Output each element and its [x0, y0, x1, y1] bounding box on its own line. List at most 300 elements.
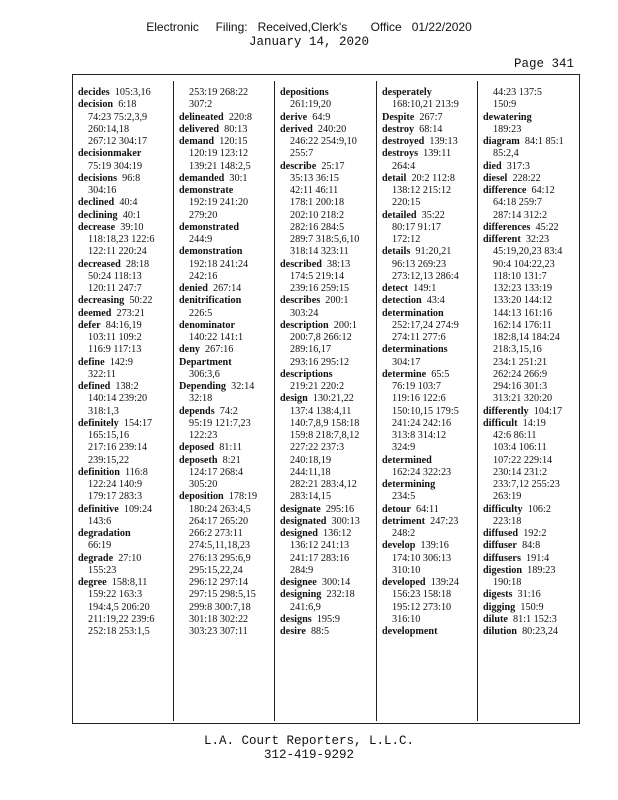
index-entry [78, 418, 172, 430]
page-line-references: 139:11 [423, 148, 452, 160]
index-term: descriptions [280, 368, 333, 380]
index-entry-continuation [78, 442, 172, 454]
page-line-references: 244:11,18 [290, 466, 331, 478]
index-entry [382, 504, 476, 516]
index-entry-continuation [78, 271, 172, 283]
page-line-references: 65:5 [431, 368, 450, 380]
column-divider [477, 81, 478, 721]
page-line-references: 227:22 237:3 [290, 442, 345, 454]
index-term: designee [280, 577, 317, 588]
page-line-references: 133:20 144:12 [493, 295, 553, 307]
page-line-references: 120:15 [219, 136, 248, 147]
index-entry-continuation [483, 381, 577, 393]
page-line-references: 144:13 161:16 [493, 307, 553, 319]
page-line-references: 150:10,15 179:5 [392, 405, 459, 417]
page-line-references: 50:24 118:13 [88, 270, 142, 282]
page-line-references: 322:11 [88, 368, 116, 380]
page-line-references: 260:14,18 [88, 123, 130, 135]
index-term: derived [280, 123, 313, 135]
page-line-references: 139:13 [429, 136, 458, 147]
page-line-references: 31:16 [517, 589, 541, 601]
page-line-references: 109:24 [123, 503, 153, 515]
page-line-references: 267:16 [205, 344, 234, 356]
page-line-references: 27:10 [118, 552, 142, 564]
page-line-references: 142:9 [109, 356, 133, 368]
index-entry-continuation [280, 234, 374, 246]
index-entry-continuation [483, 442, 577, 454]
index-entry [483, 626, 577, 638]
page-line-references: 38:13 [326, 258, 351, 270]
index-entry-continuation [179, 369, 273, 381]
page-number: Page 341 [513, 57, 574, 71]
page-line-references: 218:3,15,16 [493, 344, 542, 356]
page-line-references: 304:16 [88, 185, 117, 196]
page-line-references: 130:21,22 [312, 393, 354, 405]
page-line-references: 45:22 [535, 221, 559, 233]
index-term: differences [483, 221, 531, 233]
index-entry [483, 602, 577, 614]
index-entry [483, 173, 577, 185]
index-entry-continuation [382, 589, 476, 601]
page-line-references: 189:23 [493, 123, 522, 135]
index-entry-continuation [78, 124, 172, 136]
page-line-references: 223:18 [493, 515, 522, 527]
index-term: determination [382, 307, 444, 319]
page-line-references: 104:17 [533, 405, 563, 417]
index-entry-continuation [382, 418, 476, 430]
index-entry [483, 112, 577, 124]
index-entry [382, 283, 476, 295]
index-entry-continuation [280, 283, 374, 295]
page-line-references: 253:19 268:22 [189, 87, 249, 98]
page-line-references: 241:24 242:16 [392, 417, 452, 429]
page-line-references: 194:4,5 206:20 [88, 601, 150, 613]
page-line-references: 103:11 109:2 [88, 332, 142, 343]
page-line-references: 282:16 284:5 [290, 221, 345, 233]
column-divider [173, 81, 174, 721]
index-entry [483, 222, 577, 234]
page-line-references: 64:18 259:7 [493, 197, 542, 209]
page-line-references: 116:8 [124, 466, 148, 478]
page-line-references: 6:18 [118, 99, 137, 111]
index-term: determinations [382, 344, 448, 356]
page-line-references: 307:2 [189, 99, 213, 111]
index-entry [78, 467, 172, 479]
index-entry [382, 626, 476, 638]
index-entry [382, 308, 476, 320]
page-line-references: 88:5 [310, 626, 330, 637]
index-term: detour [382, 503, 411, 515]
index-entry [179, 442, 273, 454]
page-line-references: 230:14 231:2 [493, 466, 548, 478]
index-entry-continuation [78, 491, 172, 503]
page-line-references: 64:11 [415, 503, 439, 515]
page-line-references: 274:5,11,18,23 [189, 540, 251, 552]
page-line-references: 95:19 121:7,23 [189, 417, 251, 429]
index-entry-continuation [78, 565, 172, 577]
index-term: deposed [179, 442, 215, 454]
index-entry-continuation [483, 259, 577, 271]
index-entry-continuation [280, 222, 374, 234]
index-entry-continuation [78, 516, 172, 528]
index-entry [179, 124, 273, 136]
index-entry [179, 283, 273, 295]
index-term: developed [382, 577, 426, 588]
page-line-references: 122:11 220:24 [88, 246, 147, 258]
index-term: decisions [78, 172, 118, 184]
page-line-references: 81:1 152:3 [513, 613, 557, 625]
index-entry-continuation [179, 259, 273, 271]
index-entry [78, 99, 172, 111]
page-line-references: 313:21 320:20 [493, 393, 553, 405]
index-term: dilute [483, 613, 508, 625]
index-term: demonstration [179, 246, 243, 258]
index-term: difficulty [483, 503, 523, 515]
index-entry-continuation [382, 553, 476, 565]
page-line-references: 266:2 273:11 [189, 528, 243, 539]
index-entry-continuation [280, 271, 374, 283]
index-entry-continuation [179, 210, 273, 222]
index-column-5 [483, 87, 577, 721]
page-line-references: 232:18 [326, 589, 355, 601]
index-entry-continuation [483, 197, 577, 209]
page-line-references: 90:4 104:22,23 [493, 258, 555, 270]
index-term: details [382, 246, 411, 258]
index-term: denitrification [179, 295, 242, 307]
index-term: deposeth [179, 454, 218, 466]
page-line-references: 279:20 [189, 209, 218, 221]
page-line-references: 293:16 295:12 [290, 356, 350, 368]
page-line-references: 244:9 [189, 234, 213, 245]
index-entry-continuation [179, 553, 273, 565]
index-entry-continuation [483, 124, 577, 136]
index-entry-continuation [78, 246, 172, 258]
page-line-references: 32:23 [525, 234, 550, 245]
index-term: difficult [483, 417, 518, 429]
index-term: degradation [78, 528, 131, 539]
page-line-references: 192:19 241:20 [189, 197, 249, 209]
page-line-references: 234:1 251:21 [493, 356, 548, 368]
index-term: degree [78, 577, 107, 588]
index-entry-continuation [280, 479, 374, 491]
index-term: designs [280, 613, 312, 625]
index-entry-continuation [483, 344, 577, 356]
index-entry-continuation [78, 234, 172, 246]
page-line-references: 200:7,8 266:12 [290, 332, 352, 343]
index-entry-continuation [483, 246, 577, 258]
index-term: deemed [78, 307, 112, 319]
page-line-references: 276:13 295:6,9 [189, 552, 251, 564]
page-line-references: 28:18 [125, 258, 150, 270]
index-entry [280, 320, 374, 332]
page-line-references: 158:8,11 [111, 577, 148, 588]
index-entry-continuation [179, 430, 273, 442]
page-line-references: 107:22 229:14 [493, 454, 553, 466]
index-entry-continuation [280, 185, 374, 197]
index-term: determined [382, 454, 432, 466]
page-line-references: 139:21 148:2,5 [189, 160, 251, 172]
page-line-references: 150:9 [520, 601, 544, 613]
index-term: Depending [179, 381, 226, 392]
index-entry [382, 344, 476, 356]
index-entry-continuation [179, 602, 273, 614]
index-entry-continuation [280, 148, 374, 160]
index-entry-continuation [179, 577, 273, 589]
page-line-references: 192:18 241:24 [189, 258, 249, 270]
page-line-references: 252:17,24 274:9 [392, 319, 459, 331]
index-entry-continuation [280, 418, 374, 430]
page-line-references: 132:23 133:19 [493, 283, 553, 294]
index-entry [179, 357, 273, 369]
index-entry [179, 320, 273, 332]
page-line-references: 282:21 283:4,12 [290, 479, 357, 490]
page-line-references: 103:4 106:11 [493, 442, 547, 454]
index-entry-continuation [280, 467, 374, 479]
page-line-references: 228:22 [512, 172, 541, 184]
page-line-references: 25:17 [321, 160, 345, 172]
index-entry-continuation [280, 442, 374, 454]
index-term: died [483, 160, 502, 172]
page-line-references: 139:16 [420, 540, 449, 552]
page-line-references: 264:17 265:20 [189, 515, 249, 527]
index-entry-continuation [78, 136, 172, 148]
index-entry [78, 148, 172, 160]
index-entry-continuation [483, 271, 577, 283]
page-line-references: 294:16 301:3 [493, 381, 548, 392]
index-entry [382, 173, 476, 185]
page-line-references: 172:12 [392, 234, 421, 245]
index-entry-continuation [483, 283, 577, 295]
index-entry [179, 455, 273, 467]
index-entry [280, 295, 374, 307]
page-line-references: 242:16 [189, 270, 218, 282]
index-entry-continuation [382, 491, 476, 503]
page-line-references: 200:1 [333, 319, 357, 331]
page-line-references: 43:4 [426, 295, 445, 307]
index-term: decrease [78, 221, 116, 233]
page-line-references: 316:10 [392, 613, 421, 625]
index-entry-continuation [78, 283, 172, 295]
page-line-references: 318:14 323:11 [290, 246, 349, 258]
index-entry [179, 491, 273, 503]
page-line-references: 45:19,20,23 83:4 [493, 246, 563, 258]
page-line-references: 74:23 75:2,3,9 [88, 111, 148, 123]
index-entry [78, 381, 172, 393]
index-entry-continuation [78, 161, 172, 173]
index-entry-continuation [483, 332, 577, 344]
index-entry-continuation [179, 99, 273, 111]
index-entry [483, 589, 577, 601]
index-term: dewatering [483, 111, 532, 123]
index-entry-continuation [483, 393, 577, 405]
index-entry [382, 112, 476, 124]
page-line-references: 84:8 [522, 540, 541, 552]
index-entry-continuation [280, 381, 374, 393]
index-entry-continuation [78, 406, 172, 418]
page-line-references: 200:1 [325, 295, 349, 307]
index-entry [78, 259, 172, 271]
page-line-references: 219:21 220:2 [290, 381, 345, 392]
index-entry [483, 565, 577, 577]
index-entry [483, 504, 577, 516]
index-entry [280, 577, 374, 589]
page-line-references: 283:14,15 [290, 491, 332, 503]
page-line-references: 178:1 200:18 [290, 197, 345, 209]
index-entry-continuation [382, 381, 476, 393]
index-term: decreased [78, 258, 121, 270]
page-line-references: 296:12 297:14 [189, 577, 249, 588]
index-entry-continuation [78, 369, 172, 381]
index-entry [179, 222, 273, 234]
index-entry [179, 173, 273, 185]
index-entry-continuation [483, 99, 577, 111]
page-line-references: 84:1 85:1 [524, 136, 564, 147]
page-line-references: 81:11 [219, 442, 243, 454]
page-line-references: 44:23 137:5 [493, 87, 542, 98]
page-line-references: 300:14 [321, 577, 351, 588]
index-term: definition [78, 466, 120, 478]
page-line-references: 220:8 [228, 111, 253, 123]
index-entry-continuation [179, 589, 273, 601]
index-entry [382, 124, 476, 136]
index-entry [483, 136, 577, 148]
page-line-references: 42:6 86:11 [493, 430, 537, 441]
page-line-references: 162:14 176:11 [493, 319, 552, 331]
index-entry-continuation [483, 369, 577, 381]
index-term: digging [483, 601, 516, 613]
index-entry-continuation [382, 197, 476, 209]
index-column-4 [382, 87, 476, 721]
page-line-references: 295:15,22,24 [189, 564, 243, 576]
index-entry [179, 246, 273, 258]
index-term: determine [382, 368, 427, 380]
index-term: diesel [483, 172, 508, 184]
page-line-references: 303:24 [290, 307, 319, 319]
page-line-references: 136:12 [323, 528, 352, 539]
page-line-references: 106:2 [527, 503, 551, 515]
index-term: destroy [382, 123, 415, 135]
page-line-references: 32:18 [189, 393, 213, 405]
index-entry-continuation [179, 467, 273, 479]
word-index-table [72, 74, 580, 724]
page-line-references: 74:2 [219, 405, 238, 417]
index-term: depends [179, 405, 215, 417]
index-term: detail [382, 172, 407, 184]
index-entry-continuation [179, 540, 273, 552]
index-entry-continuation [382, 222, 476, 234]
page-line-references: 261:19,20 [290, 99, 332, 111]
index-term: diffused [483, 528, 519, 539]
index-entry [179, 295, 273, 307]
page-line-references: 182:8,14 184:24 [493, 332, 560, 343]
index-term: demonstrated [179, 221, 239, 233]
index-term: depositions [280, 87, 329, 98]
index-entry [382, 369, 476, 381]
page-line-references: 262:24 266:9 [493, 368, 548, 380]
index-entry-continuation [280, 210, 374, 222]
index-entry-continuation [280, 197, 374, 209]
index-entry [78, 553, 172, 565]
page-line-references: 120:11 247:7 [88, 283, 142, 294]
page-line-references: 39:10 [120, 221, 144, 233]
index-term: demonstrate [179, 185, 234, 196]
index-entry-continuation [179, 308, 273, 320]
index-term: determining [382, 479, 436, 490]
page-line-references: 239:15,22 [88, 454, 130, 466]
index-entry [179, 112, 273, 124]
index-entry-continuation [179, 148, 273, 160]
index-entry-continuation [280, 540, 374, 552]
page-line-references: 226:5 [189, 307, 213, 319]
page-line-references: 240:20 [317, 123, 347, 135]
index-entry-continuation [78, 455, 172, 467]
index-entry [382, 540, 476, 552]
page-line-references: 240:18,19 [290, 454, 332, 466]
page-line-references: 159:8 218:7,8,12 [290, 430, 360, 441]
index-entry-continuation [382, 185, 476, 197]
index-entry [280, 124, 374, 136]
page-line-references: 40:1 [122, 209, 141, 221]
index-entry-continuation [280, 455, 374, 467]
index-entry-continuation [280, 553, 374, 565]
page-line-references: 192:2 [523, 528, 547, 539]
page-line-references: 136:12 241:13 [290, 540, 350, 552]
index-term: defer [78, 319, 101, 331]
index-entry [280, 369, 374, 381]
page-line-references: 233:7,12 255:23 [493, 479, 560, 490]
page-line-references: 217:16 239:14 [88, 442, 148, 454]
index-entry [78, 87, 172, 99]
index-entry [280, 161, 374, 173]
index-entry [483, 406, 577, 418]
index-entry-continuation [179, 332, 273, 344]
index-term: dilution [483, 626, 517, 637]
index-term: detriment [382, 515, 425, 527]
page-line-references: 304:17 [392, 356, 421, 368]
page-line-references: 140:22 141:1 [189, 332, 244, 343]
page-line-references: 35:13 36:15 [290, 172, 339, 184]
index-term: Despite [382, 111, 415, 123]
index-entry [280, 259, 374, 271]
index-entry-continuation [382, 406, 476, 418]
index-entry [382, 87, 476, 99]
index-term: difference [483, 185, 527, 196]
index-entry-continuation [483, 577, 577, 589]
index-entry-continuation [382, 271, 476, 283]
index-entry-continuation [280, 136, 374, 148]
index-term: describes [280, 295, 321, 307]
index-term: declining [78, 209, 118, 221]
page-line-references: 105:3,16 [114, 87, 151, 98]
index-entry [382, 210, 476, 222]
index-term: demanded [179, 172, 225, 184]
index-entry-continuation [382, 393, 476, 405]
index-entry [78, 504, 172, 516]
page-line-references: 84:16,19 [105, 319, 142, 331]
index-entry-continuation [280, 565, 374, 577]
page-line-references: 143:6 [88, 515, 112, 527]
page-line-references: 267:14 [212, 283, 242, 294]
index-entry-continuation [179, 234, 273, 246]
index-term: development [382, 626, 438, 637]
index-entry [382, 455, 476, 467]
index-term: diffuser [483, 540, 517, 552]
index-entry [179, 136, 273, 148]
page-line-references: 180:24 263:4,5 [189, 503, 251, 515]
index-entry [483, 540, 577, 552]
index-entry-continuation [179, 87, 273, 99]
index-entry-continuation [280, 99, 374, 111]
